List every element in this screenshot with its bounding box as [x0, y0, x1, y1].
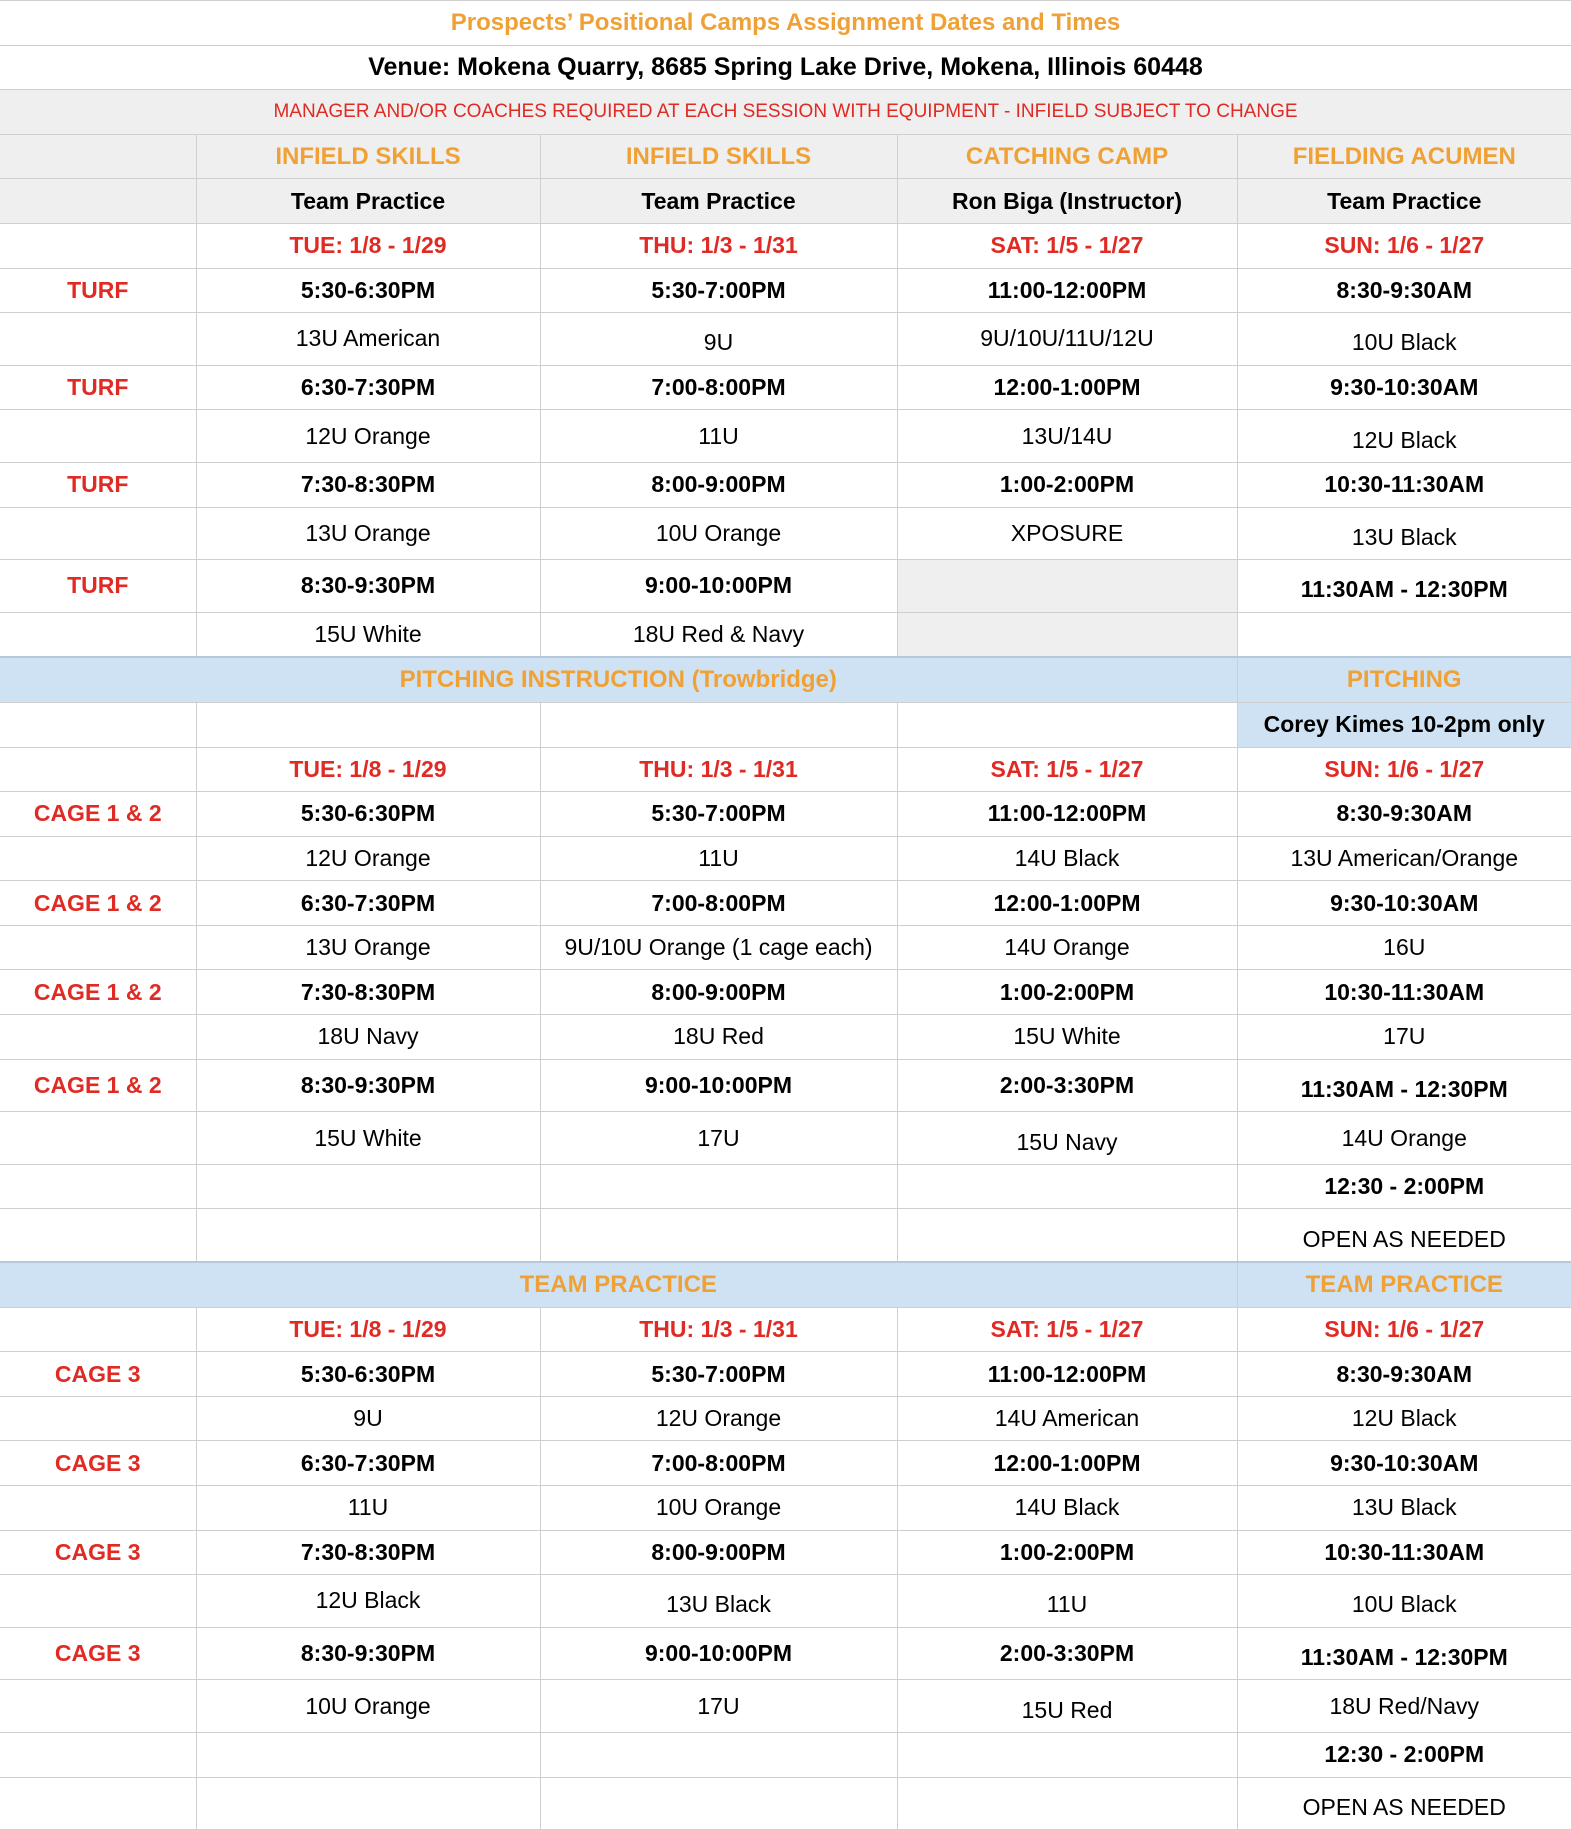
team-row — [0, 836, 1571, 881]
time-row — [0, 560, 1571, 613]
time-slot: 10:30-11:30AM — [1237, 1530, 1571, 1575]
day-range: SAT: 1/5 - 1/27 — [897, 1307, 1237, 1352]
team-name: 15U Red — [897, 1680, 1237, 1733]
team-name: 11U — [540, 836, 897, 881]
team-name: 15U White — [897, 1015, 1237, 1060]
time-slot: 6:30-7:30PM — [196, 365, 540, 410]
time-slot: 2:00-3:30PM — [897, 1059, 1237, 1112]
time-slot: 9:00-10:00PM — [540, 1627, 897, 1680]
blank-cell — [540, 1209, 897, 1262]
time-row — [0, 1352, 1571, 1397]
days-row — [0, 1307, 1571, 1352]
team-row — [0, 1015, 1571, 1060]
day-range: SAT: 1/5 - 1/27 — [897, 223, 1237, 268]
time-row — [0, 365, 1571, 410]
location-label: CAGE 3 — [0, 1627, 196, 1680]
team-name: XPOSURE — [897, 507, 1237, 560]
time-slot: 9:00-10:00PM — [540, 1059, 897, 1112]
time-slot: 8:00-9:00PM — [540, 462, 897, 507]
time-slot: 8:00-9:00PM — [540, 1530, 897, 1575]
time-slot: 5:30-7:00PM — [540, 792, 897, 837]
location-label: CAGE 3 — [0, 1441, 196, 1486]
blank-cell — [1237, 612, 1571, 657]
blank-cell — [0, 1680, 196, 1733]
blank-cell — [196, 1777, 540, 1830]
team-name: 12U Black — [1237, 410, 1571, 463]
team-name: 13U Black — [540, 1575, 897, 1628]
blank-cell — [0, 1209, 196, 1262]
blank-cell — [540, 1164, 897, 1209]
time-slot: 1:00-2:00PM — [897, 1530, 1237, 1575]
location-label: CAGE 3 — [0, 1352, 196, 1397]
blank-cell — [897, 1209, 1237, 1262]
instructor-name: Team Practice — [540, 179, 897, 224]
day-range: SUN: 1/6 - 1/27 — [1237, 1307, 1571, 1352]
day-range: SAT: 1/5 - 1/27 — [897, 747, 1237, 792]
blank-cell — [0, 747, 196, 792]
blank-cell — [0, 702, 196, 747]
page-title: Prospects’ Positional Camps Assignment Dates and Times — [0, 1, 1571, 46]
time-row — [0, 1059, 1571, 1112]
team-name: 15U Navy — [897, 1112, 1237, 1165]
camp-name: INFIELD SKILLS — [196, 134, 540, 179]
blank-cell — [196, 1732, 540, 1777]
time-slot: 8:30-9:30PM — [196, 1059, 540, 1112]
time-slot: 12:30 - 2:00PM — [1237, 1164, 1571, 1209]
team-row — [0, 410, 1571, 463]
blank-cell — [897, 1732, 1237, 1777]
time-slot: 11:30AM - 12:30PM — [1237, 1059, 1571, 1112]
title-row — [0, 1, 1571, 46]
camp-name: FIELDING ACUMEN — [1237, 134, 1571, 179]
time-slot: 12:30 - 2:00PM — [1237, 1732, 1571, 1777]
camp-name: CATCHING CAMP — [897, 134, 1237, 179]
team-row — [0, 612, 1571, 657]
time-slot: 6:30-7:30PM — [196, 1441, 540, 1486]
blank-cell — [0, 1575, 196, 1628]
blank-cell — [540, 702, 897, 747]
team-name: 14U Orange — [1237, 1112, 1571, 1165]
team-name: 18U Red & Navy — [540, 612, 897, 657]
team-row — [0, 1486, 1571, 1531]
blank-cell — [540, 1732, 897, 1777]
team-row — [0, 1680, 1571, 1733]
instructor-name: Ron Biga (Instructor) — [897, 179, 1237, 224]
team-name: 11U — [540, 410, 897, 463]
time-row — [0, 1164, 1571, 1209]
time-slot: 9:30-10:30AM — [1237, 1441, 1571, 1486]
time-slot: 1:00-2:00PM — [897, 970, 1237, 1015]
team-name: 14U Black — [897, 836, 1237, 881]
time-row — [0, 1627, 1571, 1680]
blank-cell — [0, 507, 196, 560]
team-name: 17U — [1237, 1015, 1571, 1060]
time-slot: 11:30AM - 12:30PM — [1237, 1627, 1571, 1680]
time-slot: 7:30-8:30PM — [196, 462, 540, 507]
time-slot: 12:00-1:00PM — [897, 1441, 1237, 1486]
team-name: 15U White — [196, 612, 540, 657]
time-row — [0, 881, 1571, 926]
team-name: 12U Black — [1237, 1396, 1571, 1441]
time-row — [0, 792, 1571, 837]
team-name: 10U Orange — [196, 1680, 540, 1733]
day-range: TUE: 1/8 - 1/29 — [196, 1307, 540, 1352]
blank-cell — [0, 925, 196, 970]
day-range: THU: 1/3 - 1/31 — [540, 1307, 897, 1352]
team-name: 18U Red — [540, 1015, 897, 1060]
team-row — [0, 1209, 1571, 1262]
team-name: 13U Black — [1237, 507, 1571, 560]
time-slot: 5:30-6:30PM — [196, 1352, 540, 1397]
time-slot: 8:30-9:30PM — [196, 560, 540, 613]
time-slot: 8:30-9:30PM — [196, 1627, 540, 1680]
time-slot: 9:00-10:00PM — [540, 560, 897, 613]
time-slot: 10:30-11:30AM — [1237, 462, 1571, 507]
team-name: 17U — [540, 1680, 897, 1733]
team-name: 18U Navy — [196, 1015, 540, 1060]
blank-cell — [0, 410, 196, 463]
team-name: 13U/14U — [897, 410, 1237, 463]
instructor-name: Team Practice — [1237, 179, 1571, 224]
team-name: 12U Orange — [196, 410, 540, 463]
team-name: 18U Red/Navy — [1237, 1680, 1571, 1733]
time-slot: 5:30-6:30PM — [196, 792, 540, 837]
team-name: 9U/10U/11U/12U — [897, 313, 1237, 366]
location-label: CAGE 1 & 2 — [0, 970, 196, 1015]
empty-slot — [897, 560, 1237, 613]
blank-cell — [0, 1015, 196, 1060]
blank-cell — [0, 836, 196, 881]
team-name: 15U White — [196, 1112, 540, 1165]
team-name: 11U — [196, 1486, 540, 1531]
team-practice-header-row — [0, 1262, 1571, 1307]
team-name: 9U/10U Orange (1 cage each) — [540, 925, 897, 970]
team-name: 10U Black — [1237, 1575, 1571, 1628]
location-label: CAGE 1 & 2 — [0, 1059, 196, 1112]
team-row — [0, 1112, 1571, 1165]
empty-slot — [897, 612, 1237, 657]
blank-cell — [196, 1209, 540, 1262]
team-name: 13U Orange — [196, 507, 540, 560]
time-slot: 1:00-2:00PM — [897, 462, 1237, 507]
team-name: 12U Orange — [540, 1396, 897, 1441]
day-range: TUE: 1/8 - 1/29 — [196, 747, 540, 792]
team-name: 13U Orange — [196, 925, 540, 970]
day-range: SUN: 1/6 - 1/27 — [1237, 223, 1571, 268]
time-row — [0, 268, 1571, 313]
time-row — [0, 1441, 1571, 1486]
instructor-row — [0, 179, 1571, 224]
pitching-side-title: PITCHING — [1237, 657, 1571, 702]
time-slot: 11:30AM - 12:30PM — [1237, 560, 1571, 613]
pitching-instructor-row — [0, 702, 1571, 747]
location-label: TURF — [0, 560, 196, 613]
time-slot: 8:30-9:30AM — [1237, 1352, 1571, 1397]
time-slot: 6:30-7:30PM — [196, 881, 540, 926]
team-name: 10U Black — [1237, 313, 1571, 366]
team-name: 10U Orange — [540, 507, 897, 560]
team-name: 13U American — [196, 313, 540, 366]
team-name: 11U — [897, 1575, 1237, 1628]
pitching-instructor: Corey Kimes 10-2pm only — [1237, 702, 1571, 747]
location-label: CAGE 3 — [0, 1530, 196, 1575]
team-name: 12U Orange — [196, 836, 540, 881]
day-range: TUE: 1/8 - 1/29 — [196, 223, 540, 268]
camp-header-row — [0, 134, 1571, 179]
time-slot: 7:30-8:30PM — [196, 1530, 540, 1575]
pitching-section-title: PITCHING INSTRUCTION (Trowbridge) — [0, 657, 1237, 702]
team-name: 14U Black — [897, 1486, 1237, 1531]
blank-cell — [0, 1164, 196, 1209]
blank-cell — [0, 1777, 196, 1830]
time-slot: 12:00-1:00PM — [897, 881, 1237, 926]
team-name: 14U Orange — [897, 925, 1237, 970]
team-row — [0, 925, 1571, 970]
blank-cell — [196, 702, 540, 747]
blank-cell — [897, 702, 1237, 747]
time-slot: 12:00-1:00PM — [897, 365, 1237, 410]
instructor-name: Team Practice — [196, 179, 540, 224]
days-row — [0, 747, 1571, 792]
day-range: THU: 1/3 - 1/31 — [540, 747, 897, 792]
notice-banner: MANAGER AND/OR COACHES REQUIRED AT EACH SESSION WITH EQUIPMENT - INFIELD SUBJECT TO CHANGE — [0, 90, 1571, 135]
time-slot: 2:00-3:30PM — [897, 1627, 1237, 1680]
team-name: OPEN AS NEEDED — [1237, 1777, 1571, 1830]
blank-cell — [0, 1307, 196, 1352]
location-label: CAGE 1 & 2 — [0, 792, 196, 837]
team-name: 12U Black — [196, 1575, 540, 1628]
blank-cell — [0, 1486, 196, 1531]
time-slot: 5:30-6:30PM — [196, 268, 540, 313]
blank-cell — [0, 1732, 196, 1777]
location-label: TURF — [0, 268, 196, 313]
time-slot: 7:00-8:00PM — [540, 881, 897, 926]
blank-cell — [0, 313, 196, 366]
time-slot: 10:30-11:30AM — [1237, 970, 1571, 1015]
time-row — [0, 1530, 1571, 1575]
team-name: 16U — [1237, 925, 1571, 970]
venue-line: Venue: Mokena Quarry, 8685 Spring Lake Drive, Mokena, Illinois 60448 — [0, 45, 1571, 90]
time-slot: 8:30-9:30AM — [1237, 268, 1571, 313]
team-name: 17U — [540, 1112, 897, 1165]
time-row — [0, 1732, 1571, 1777]
time-slot: 8:00-9:00PM — [540, 970, 897, 1015]
time-slot: 11:00-12:00PM — [897, 792, 1237, 837]
venue-row — [0, 45, 1571, 90]
time-slot: 7:00-8:00PM — [540, 1441, 897, 1486]
blank-cell — [0, 1396, 196, 1441]
day-range: THU: 1/3 - 1/31 — [540, 223, 897, 268]
team-row — [0, 1396, 1571, 1441]
blank-cell — [897, 1777, 1237, 1830]
team-row — [0, 313, 1571, 366]
team-name: 10U Orange — [540, 1486, 897, 1531]
team-name: 13U Black — [1237, 1486, 1571, 1531]
time-row — [0, 462, 1571, 507]
team-name: OPEN AS NEEDED — [1237, 1209, 1571, 1262]
blank-cell — [0, 134, 196, 179]
team-practice-section-title: TEAM PRACTICE — [0, 1262, 1237, 1307]
blank-cell — [897, 1164, 1237, 1209]
blank-cell — [0, 1112, 196, 1165]
time-slot: 5:30-7:00PM — [540, 1352, 897, 1397]
blank-cell — [0, 612, 196, 657]
time-slot: 9:30-10:30AM — [1237, 365, 1571, 410]
team-row — [0, 1575, 1571, 1628]
days-row — [0, 223, 1571, 268]
day-range: SUN: 1/6 - 1/27 — [1237, 747, 1571, 792]
team-name: 14U American — [897, 1396, 1237, 1441]
time-row — [0, 970, 1571, 1015]
time-slot: 5:30-7:00PM — [540, 268, 897, 313]
time-slot: 11:00-12:00PM — [897, 1352, 1237, 1397]
blank-cell — [0, 223, 196, 268]
blank-cell — [196, 1164, 540, 1209]
pitching-header-row — [0, 657, 1571, 702]
location-label: TURF — [0, 462, 196, 507]
team-name: 13U American/Orange — [1237, 836, 1571, 881]
time-slot: 8:30-9:30AM — [1237, 792, 1571, 837]
time-slot: 7:30-8:30PM — [196, 970, 540, 1015]
location-label: CAGE 1 & 2 — [0, 881, 196, 926]
notice-row — [0, 90, 1571, 135]
time-slot: 11:00-12:00PM — [897, 268, 1237, 313]
team-name: 9U — [540, 313, 897, 366]
blank-cell — [0, 179, 196, 224]
time-slot: 7:00-8:00PM — [540, 365, 897, 410]
team-row — [0, 507, 1571, 560]
time-slot: 9:30-10:30AM — [1237, 881, 1571, 926]
team-row — [0, 1777, 1571, 1830]
location-label: TURF — [0, 365, 196, 410]
camp-name: INFIELD SKILLS — [540, 134, 897, 179]
blank-cell — [540, 1777, 897, 1830]
team-name: 9U — [196, 1396, 540, 1441]
team-practice-side-title: TEAM PRACTICE — [1237, 1262, 1571, 1307]
